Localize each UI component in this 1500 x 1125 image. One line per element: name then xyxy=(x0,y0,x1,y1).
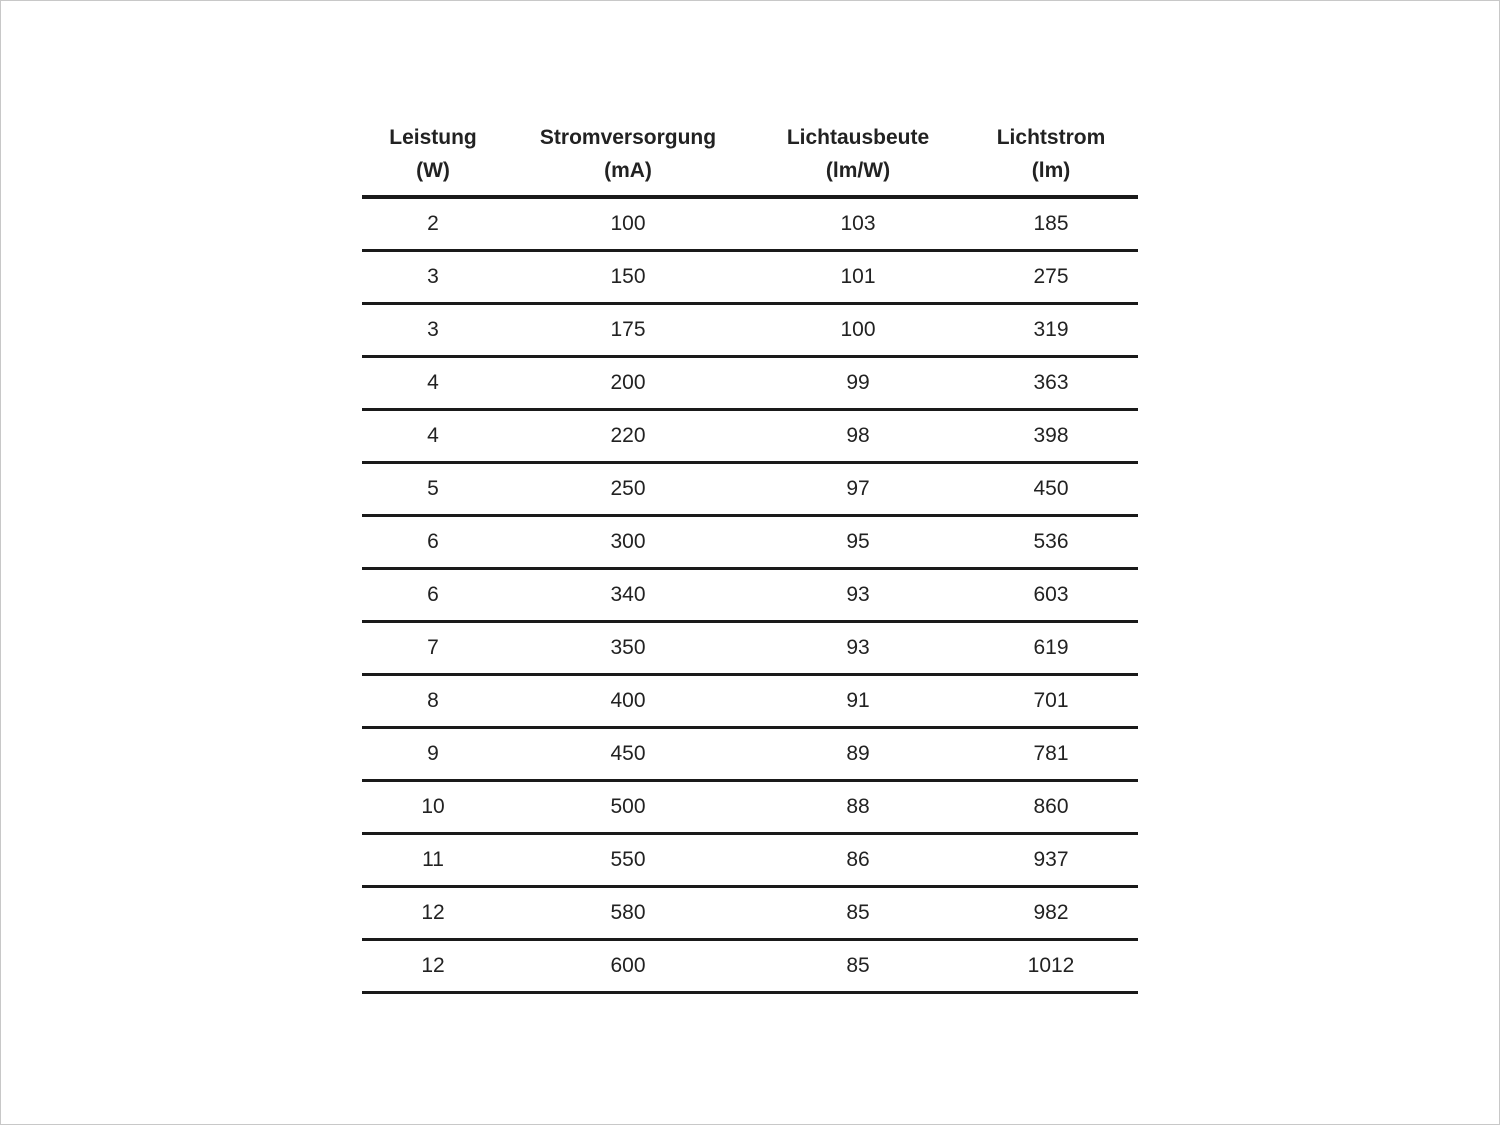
cell-lichtausbeute: 85 xyxy=(752,940,964,993)
cell-lichtausbeute: 89 xyxy=(752,728,964,781)
table-row xyxy=(362,569,1138,622)
cell-lichtstrom: 1012 xyxy=(964,940,1138,993)
table-row xyxy=(362,251,1138,304)
cell-lichtstrom: 398 xyxy=(964,410,1138,463)
cell-leistung: 9 xyxy=(362,728,504,781)
table-row xyxy=(362,887,1138,940)
cell-leistung: 6 xyxy=(362,569,504,622)
cell-leistung: 10 xyxy=(362,781,504,834)
cell-leistung: 11 xyxy=(362,834,504,887)
cell-lichtstrom: 619 xyxy=(964,622,1138,675)
table-row xyxy=(362,304,1138,357)
table-row xyxy=(362,197,1138,251)
cell-leistung: 6 xyxy=(362,516,504,569)
cell-lichtstrom: 781 xyxy=(964,728,1138,781)
header-leistung: Leistung (W) xyxy=(362,113,504,197)
cell-lichtausbeute: 86 xyxy=(752,834,964,887)
cell-lichtausbeute: 103 xyxy=(752,197,964,251)
cell-stromversorgung: 175 xyxy=(504,304,752,357)
table-body xyxy=(362,197,1138,993)
cell-lichtstrom: 701 xyxy=(964,675,1138,728)
cell-leistung: 12 xyxy=(362,940,504,993)
table-row xyxy=(362,463,1138,516)
cell-lichtausbeute: 93 xyxy=(752,622,964,675)
header-stromversorgung: Stromversorgung (mA) xyxy=(504,113,752,197)
cell-lichtausbeute: 85 xyxy=(752,887,964,940)
table-row xyxy=(362,516,1138,569)
table-row xyxy=(362,834,1138,887)
cell-lichtausbeute: 91 xyxy=(752,675,964,728)
cell-lichtausbeute: 101 xyxy=(752,251,964,304)
cell-stromversorgung: 200 xyxy=(504,357,752,410)
cell-lichtausbeute: 98 xyxy=(752,410,964,463)
header-lichtausbeute: Lichtausbeute (lm/W) xyxy=(752,113,964,197)
table-row xyxy=(362,781,1138,834)
cell-lichtstrom: 450 xyxy=(964,463,1138,516)
cell-leistung: 4 xyxy=(362,357,504,410)
cell-lichtausbeute: 95 xyxy=(752,516,964,569)
cell-leistung: 5 xyxy=(362,463,504,516)
cell-stromversorgung: 100 xyxy=(504,197,752,251)
table-row xyxy=(362,675,1138,728)
table-row xyxy=(362,357,1138,410)
cell-stromversorgung: 500 xyxy=(504,781,752,834)
cell-stromversorgung: 340 xyxy=(504,569,752,622)
cell-lichtstrom: 603 xyxy=(964,569,1138,622)
cell-lichtstrom: 319 xyxy=(964,304,1138,357)
cell-lichtausbeute: 88 xyxy=(752,781,964,834)
cell-stromversorgung: 600 xyxy=(504,940,752,993)
table-row xyxy=(362,940,1138,993)
cell-lichtstrom: 982 xyxy=(964,887,1138,940)
cell-stromversorgung: 150 xyxy=(504,251,752,304)
cell-stromversorgung: 400 xyxy=(504,675,752,728)
cell-leistung: 12 xyxy=(362,887,504,940)
table-header xyxy=(362,113,1138,197)
cell-lichtstrom: 185 xyxy=(964,197,1138,251)
table-row xyxy=(362,622,1138,675)
cell-leistung: 4 xyxy=(362,410,504,463)
cell-lichtstrom: 536 xyxy=(964,516,1138,569)
spec-table xyxy=(362,113,1138,994)
cell-lichtausbeute: 97 xyxy=(752,463,964,516)
cell-stromversorgung: 350 xyxy=(504,622,752,675)
cell-stromversorgung: 450 xyxy=(504,728,752,781)
cell-lichtausbeute: 99 xyxy=(752,357,964,410)
header-row xyxy=(362,113,1138,197)
cell-stromversorgung: 300 xyxy=(504,516,752,569)
cell-leistung: 3 xyxy=(362,251,504,304)
cell-stromversorgung: 220 xyxy=(504,410,752,463)
table-row xyxy=(362,410,1138,463)
cell-lichtstrom: 275 xyxy=(964,251,1138,304)
cell-leistung: 8 xyxy=(362,675,504,728)
cell-leistung: 3 xyxy=(362,304,504,357)
cell-lichtausbeute: 93 xyxy=(752,569,964,622)
cell-lichtstrom: 363 xyxy=(964,357,1138,410)
cell-leistung: 7 xyxy=(362,622,504,675)
header-lichtstrom: Lichtstrom (lm) xyxy=(964,113,1138,197)
cell-lichtstrom: 860 xyxy=(964,781,1138,834)
table-row xyxy=(362,728,1138,781)
cell-lichtstrom: 937 xyxy=(964,834,1138,887)
cell-stromversorgung: 250 xyxy=(504,463,752,516)
cell-stromversorgung: 550 xyxy=(504,834,752,887)
cell-leistung: 2 xyxy=(362,197,504,251)
cell-stromversorgung: 580 xyxy=(504,887,752,940)
cell-lichtausbeute: 100 xyxy=(752,304,964,357)
